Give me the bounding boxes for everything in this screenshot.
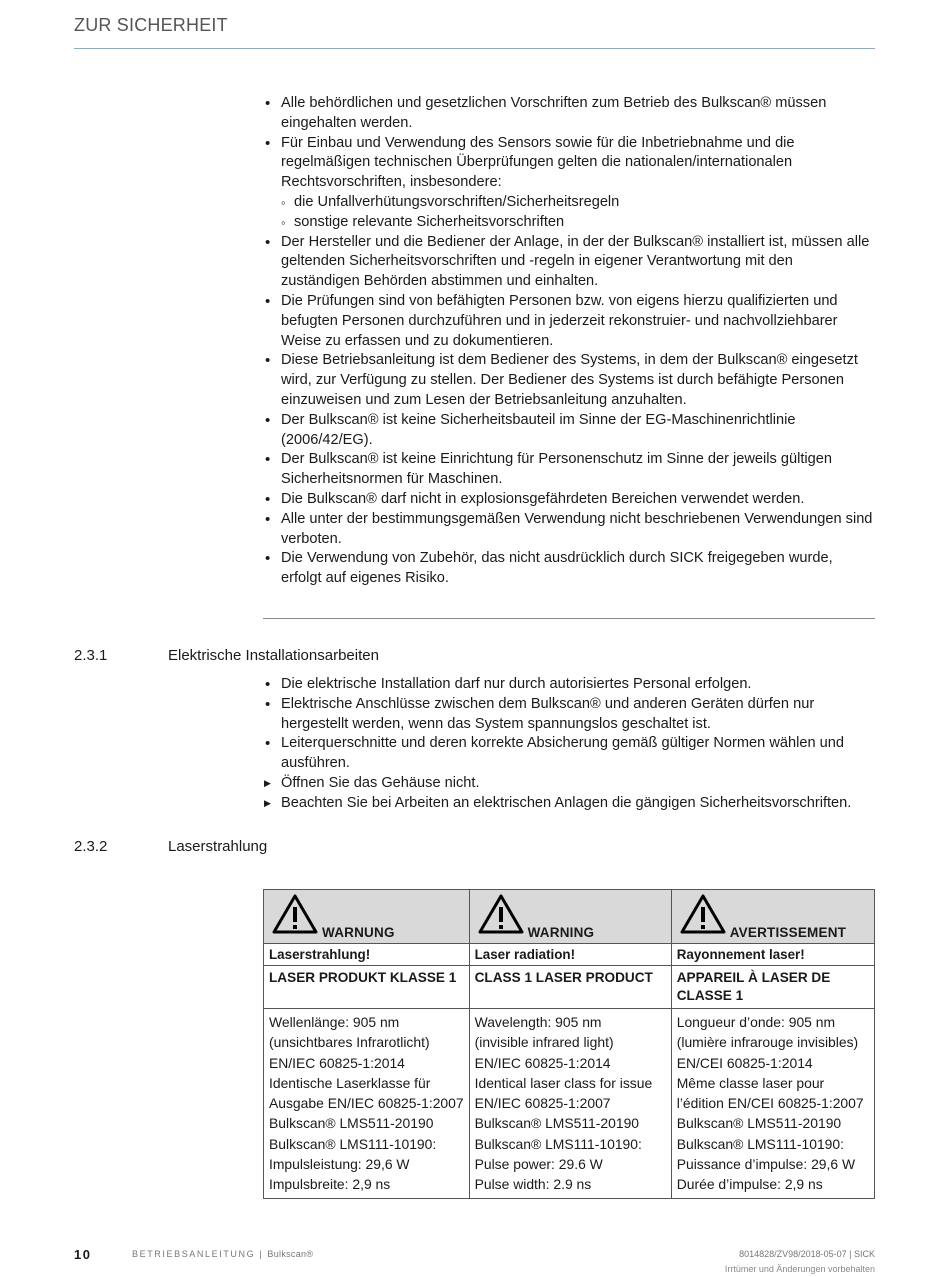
laser-warning-table — [263, 889, 875, 1199]
list-item: • Der Hersteller und die Bediener der Anlage, in der der Bulkscan® installiert ist, müssen alle geltenden Sicherheitsvorschriften und -regeln in eigener Verantwortung mit den zuständigen Behörden abstimmen und einhalten. — [263, 233, 875, 292]
signal-word: WARNING — [527, 925, 595, 940]
spec-line: Pulse width: 2.9 ns — [474, 1176, 592, 1193]
signal-word-row — [264, 890, 875, 944]
header-rule — [74, 48, 875, 49]
spec-line: EN/IEC 60825-1:2014 — [269, 1054, 405, 1071]
footer-disclaimer: Irrtümer und Änderungen vorbehalten — [724, 1264, 875, 1274]
list-item: • Diese Betriebsanleitung ist dem Bediener des Systems, in dem der Bulkscan® eingesetzt wird, zur Verfügung zu stellen. Der Bediener des Systems ist durch befähigte Personen einzuweisen und zum Lesen der Betriebsanleitung anzuhalten. — [263, 351, 875, 410]
warning-triangle-icon — [680, 894, 726, 934]
laser-class-cell: APPAREIL À LASER DE CLASSE 1 — [671, 966, 874, 1009]
specs-cell — [469, 1009, 671, 1199]
list-item: • Alle unter der bestimmungsgemäßen Verwendung nicht beschriebenen Verwendungen sind verboten. — [263, 510, 875, 550]
signal-word: WARNUNG — [322, 925, 395, 940]
hazard-cell: Laserstrahlung! — [264, 944, 470, 966]
list-item: • Alle behördlichen und gesetzlichen Vorschriften zum Betrieb des Bulkscan® müssen eingehalten werden. — [263, 94, 875, 134]
list-item: • Die elektrische Installation darf nur durch autorisiertes Personal erfolgen. — [263, 675, 875, 695]
sub-list — [281, 193, 875, 233]
list-item: • Die Bulkscan® darf nicht in explosionsgefährdeten Bereichen verwendet werden. — [263, 490, 875, 510]
spec-line: (lumière infrarouge invisibles) — [676, 1034, 859, 1051]
spec-line: Bulkscan® LMS111-10190: — [676, 1135, 844, 1152]
footer-doc-id: 8014828/ZV98/2018-05-07 | SICK — [739, 1249, 875, 1259]
spec-line: Bulkscan® LMS111-10190: — [269, 1135, 437, 1152]
section-number: 2.3.1 — [74, 647, 108, 664]
spec-line: Pulse power: 29.6 W — [474, 1156, 603, 1173]
spec-line: (invisible infrared light) — [474, 1034, 614, 1051]
warning-header-cell — [671, 890, 874, 944]
spec-line: Bulkscan® LMS511-20190 — [676, 1115, 842, 1132]
spec-line: Impulsbreite: 2,9 ns — [269, 1176, 391, 1193]
list-item: • Die Verwendung von Zubehör, das nicht ausdrücklich durch SICK freigegeben wurde, erfolgt auf eigenes Risiko. — [263, 549, 875, 589]
laser-class-row — [264, 966, 875, 1009]
list-item: • Der Bulkscan® ist keine Einrichtung für Personenschutz im Sinne der jeweils gültigen Sicherheitsnormen für Maschinen. — [263, 450, 875, 490]
electrical-installation-list — [263, 675, 875, 814]
spec-line: Même classe laser pour — [676, 1074, 825, 1091]
section-number: 2.3.2 — [74, 838, 108, 855]
spec-line: Wavelength: 905 nm — [474, 1014, 602, 1030]
sub-list-item: ◦ sonstige relevante Sicherheitsvorschriften — [281, 213, 875, 233]
section-divider — [263, 618, 875, 619]
spec-line: EN/IEC 60825-1:2007 — [474, 1095, 611, 1112]
list-item: • Der Bulkscan® ist keine Sicherheitsbauteil im Sinne der EG-Maschinenrichtlinie (2006/42/EG). — [263, 411, 875, 451]
hazard-row — [264, 944, 875, 966]
action-step: ▶ Beachten Sie bei Arbeiten an elektrischen Anlagen die gängigen Sicherheitsvorschriften. — [263, 794, 875, 814]
page-header-title: ZUR SICHERHEIT — [74, 15, 228, 35]
hazard-cell: Laser radiation! — [469, 944, 671, 966]
spec-line: Durée d’impulse: 2,9 ns — [676, 1176, 823, 1193]
sub-list-item: ◦ die Unfallverhütungsvorschriften/Sicherheitsregeln — [281, 193, 875, 213]
warning-header-cell — [264, 890, 470, 944]
warning-triangle-icon — [478, 894, 524, 934]
specs-row — [264, 1009, 875, 1199]
warning-header-cell — [469, 890, 671, 944]
list-item: • Für Einbau und Verwendung des Sensors sowie für die Inbetriebnahme und die regelmäßigen technischen Überprüfungen gelten die nationalen/internationalen Rechtsvorschriften, insbesondere: ◦ die Unfallverhütungsvorschriften/Sicherheitsregeln ◦ sonstige relevante Sicherheitsvorschriften — [263, 134, 875, 233]
spec-line: Identische Laserklasse für — [269, 1074, 431, 1091]
action-step: ▶ Öffnen Sie das Gehäuse nicht. — [263, 774, 875, 794]
section-title: Elektrische Installationsarbeiten — [168, 647, 379, 664]
spec-line: Identical laser class for issue — [474, 1074, 653, 1091]
spec-line: EN/IEC 60825-1:2014 — [474, 1054, 611, 1071]
list-item: • Die Prüfungen sind von befähigten Personen bzw. von eigens hierzu qualifizierten und befugten Personen durchzuführen und in jederzeit rekonstruier- und nachvollziehbarer Weise zu erfassen und zu dokumentieren. — [263, 292, 875, 351]
warning-triangle-icon — [272, 894, 318, 934]
spec-line: Bulkscan® LMS111-10190: — [474, 1135, 642, 1152]
spec-line: Wellenlänge: 905 nm — [269, 1014, 400, 1030]
specs-cell — [264, 1009, 470, 1199]
list-item: • Leiterquerschnitte und deren korrekte Absicherung gemäß gültiger Normen wählen und ausführen. — [263, 734, 875, 774]
spec-line: Ausgabe EN/IEC 60825-1:2007 — [269, 1095, 464, 1112]
spec-line: Bulkscan® LMS511-20190 — [474, 1115, 640, 1132]
spec-line: Bulkscan® LMS511-20190 — [269, 1115, 434, 1132]
laser-class-cell: CLASS 1 LASER PRODUCT — [469, 966, 671, 1009]
list-item: • Elektrische Anschlüsse zwischen dem Bulkscan® und anderen Geräten dürfen nur hergestellt werden, wenn das System spannungslos geschaltet ist. — [263, 695, 875, 735]
footer-doc-title — [132, 1249, 313, 1259]
signal-word: AVERTISSEMENT — [729, 925, 847, 940]
doc-type: BETRIEBSANLEITUNG — [132, 1249, 256, 1259]
page-number: 10 — [74, 1247, 92, 1262]
laser-class-cell: LASER PRODUKT KLASSE 1 — [264, 966, 470, 1009]
specs-cell — [671, 1009, 874, 1199]
safety-requirements-list — [263, 94, 875, 589]
spec-line: (unsichtbares Infrarotlicht) — [269, 1034, 430, 1051]
product-name: Bulkscan® — [267, 1249, 314, 1259]
section-title: Laserstrahlung — [168, 838, 268, 855]
spec-line: Longueur d’onde: 905 nm — [676, 1014, 836, 1030]
spec-line: EN/CEI 60825-1:2014 — [676, 1054, 813, 1071]
spec-line: l’édition EN/CEI 60825-1:2007 — [676, 1095, 864, 1112]
hazard-cell: Rayonnement laser! — [671, 944, 874, 966]
spec-line: Puissance d’impulse: 29,6 W — [676, 1156, 856, 1173]
spec-line: Impulsleistung: 29,6 W — [269, 1156, 410, 1173]
footer-separator: | — [259, 1249, 264, 1259]
